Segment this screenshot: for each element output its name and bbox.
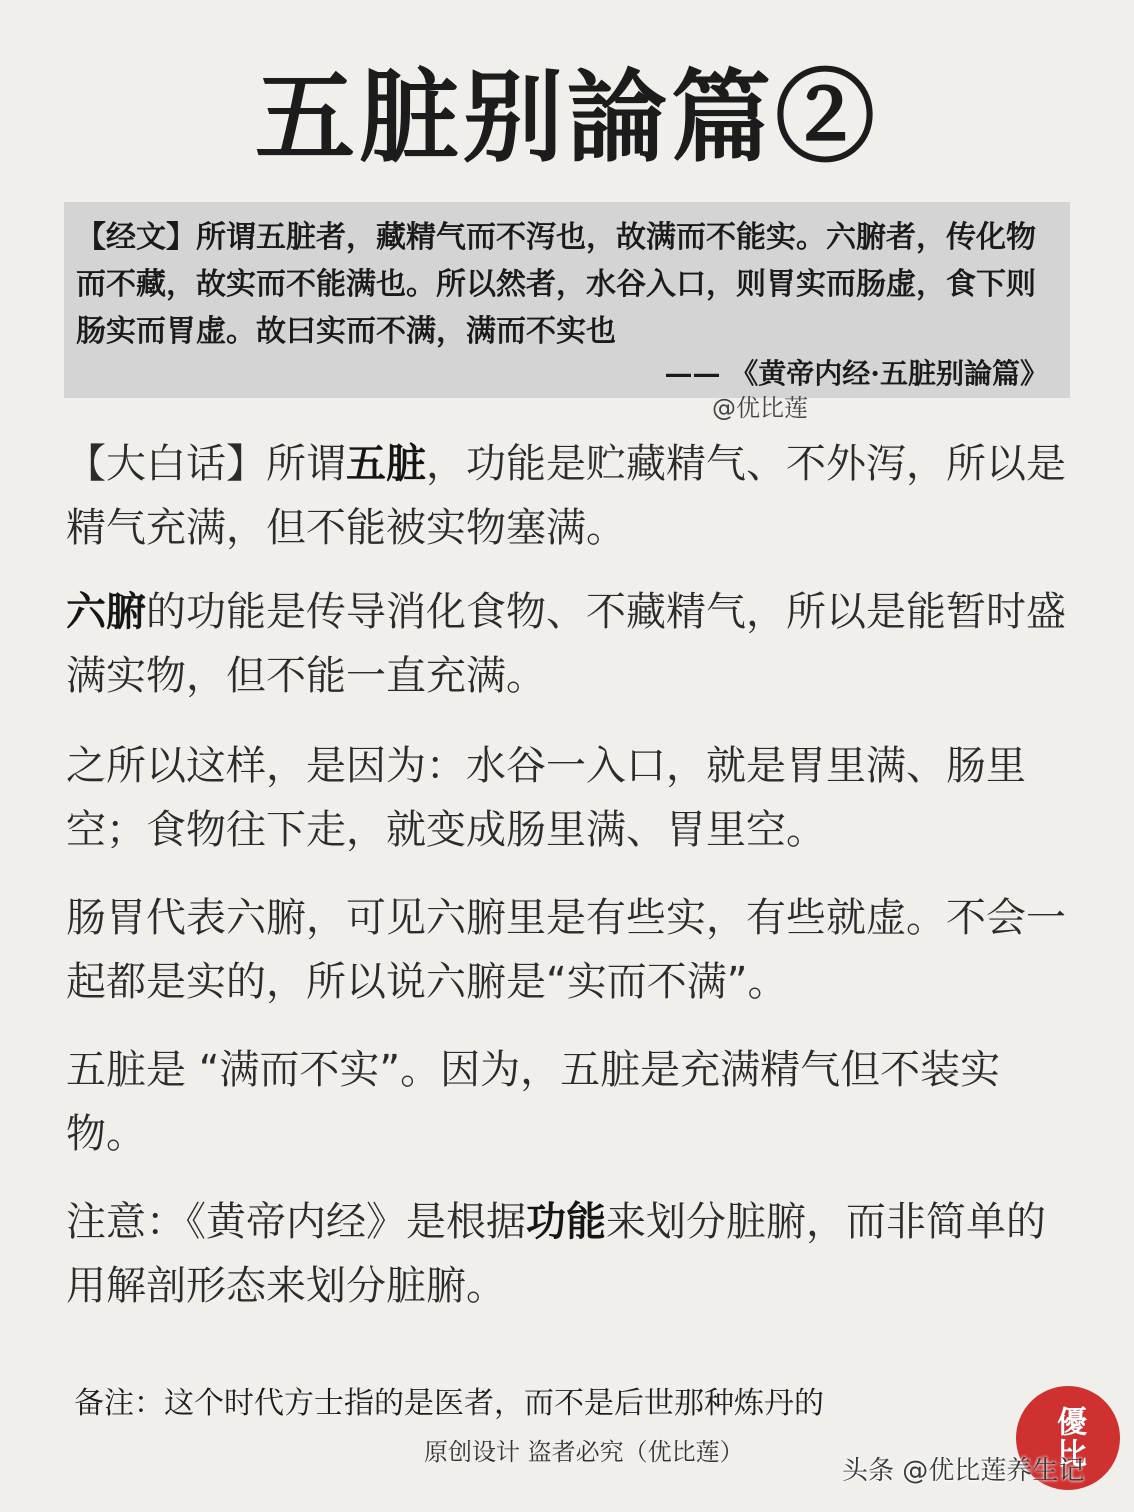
footnote: 备注：这个时代方士指的是医者，而不是后世那种炼丹的 <box>74 1386 824 1421</box>
classic-quote-box <box>64 202 1070 398</box>
p6-bold-term: 功能 <box>526 1199 606 1245</box>
p2-text-b: 的功能是传导消化食物、不藏精气，所以是能暂时盛满实物，但不能一直充满。 <box>66 589 1066 699</box>
p1-text-a: 【大白话】所谓 <box>66 441 346 487</box>
author-handle: @优比莲 <box>712 394 808 422</box>
paragraph-plain-language <box>66 432 1066 560</box>
p2-bold-term: 六腑 <box>66 589 146 635</box>
p6-text-a: 注意：《黄帝内经》是根据 <box>66 1199 526 1245</box>
p1-text-c: ，功能是贮藏精气、不外泻，所以是精气充满，但不能被实物塞满。 <box>66 441 1066 551</box>
p6-text-c: 来划分脏腑，而非简单的用解剖形态来划分脏腑。 <box>66 1199 1046 1309</box>
copyright-notice: 原创设计 盗者必究（优比莲） <box>424 1438 744 1466</box>
paragraph-five-zang: 五脏是 “满而不实”。因为，五脏是充满精气但不装实物。 <box>66 1047 1001 1157</box>
platform-watermark: 头条 @优比莲养生记 <box>842 1456 1085 1486</box>
classic-quote-text: 【经文】所谓五脏者，藏精气而不泻也，故满而不能实。六腑者，传化物而不藏，故实而不能满也。所以然者，水谷入口，则胃实而肠虚，食下则肠实而胃虚。故曰实而不满，满而不实也 <box>76 220 1036 349</box>
paragraph-attention <box>66 1190 1066 1318</box>
p1-bold-term: 五脏 <box>346 441 426 487</box>
paragraph-intestine-stomach: 肠胃代表六腑，可见六腑里是有些实，有些就虚。不会一起都是实的，所以说六腑是“实而不满”。 <box>66 895 1066 1005</box>
page-title: 五脏别論篇② <box>255 58 879 176</box>
classic-quote-source: —— 《黄帝内经·五脏别論篇》 <box>664 357 1048 390</box>
seal-text: 優比 <box>1051 1406 1086 1470</box>
paragraph-six-fu <box>66 580 1066 708</box>
paragraph-reason: 之所以这样，是因为：水谷一入口，就是胃里满、肠里空；食物往下走，就变成肠里满、胃里空。 <box>66 743 1026 853</box>
